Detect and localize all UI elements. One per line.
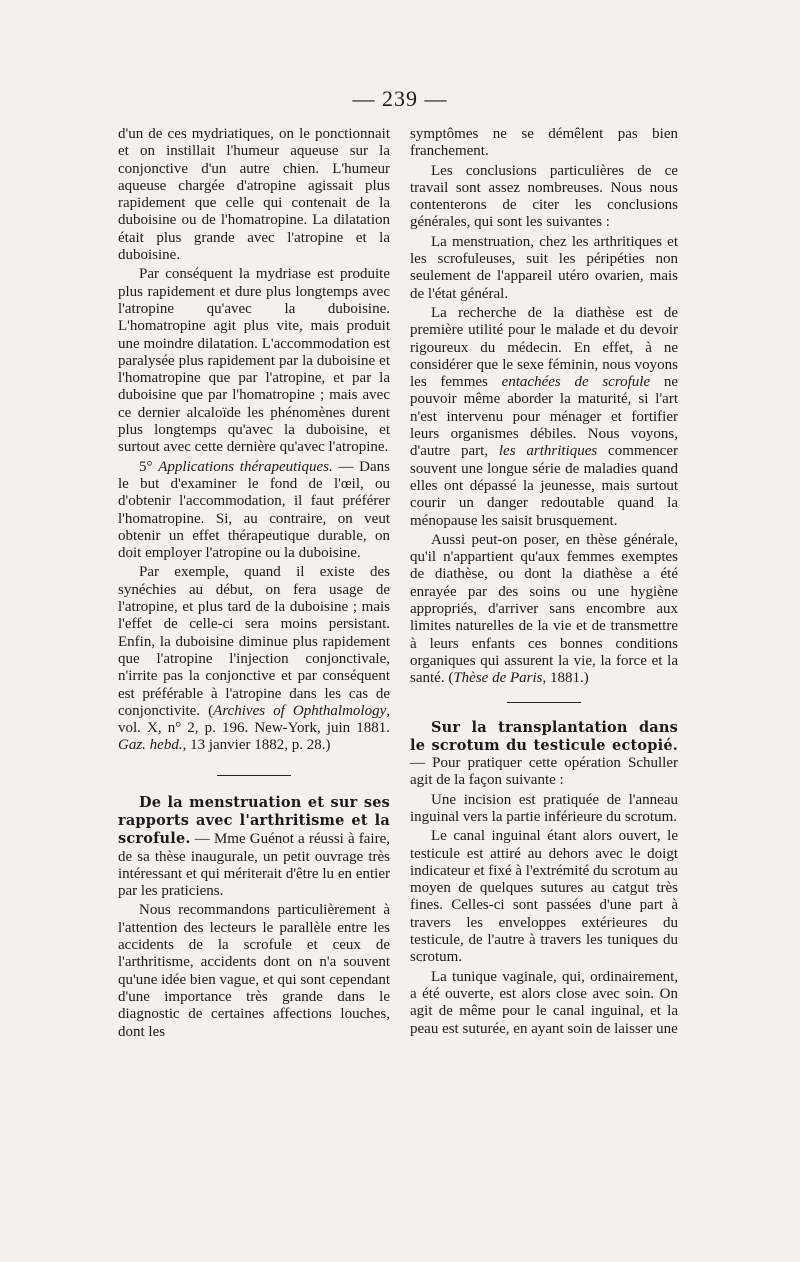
page-number: — 239 —: [352, 86, 448, 111]
right-paragraph-1: symptômes ne se démêlent pas bien franchement.: [410, 126, 678, 160]
right-paragraph-8: Le canal inguinal étant alors ouvert, le testicule est attiré au dehors avec le doigt indicateur et fixé à l'extrémité du scrotum au moyen de quelques sutures au catgut très fines. Celles-ci sont passées d'une part à travers les enveloppes extérieures du testicule, de l'autre à travers les tuniques du scrotum.: [410, 828, 679, 966]
right-paragraph-6-body: — Pour pratiquer cette opération Schuller agit de la façon suivante :: [410, 755, 678, 789]
right-paragraph-5-a: Aussi peut-on poser, en thèse générale, qu'il n'appartient qu'aux femmes exemptes de diathèse, ou dont la diathèse a été enrayée par des soins ou une hygiène appropriés, d'arriver sans encombre aux limites naturelles de la vie et de transmettre à leurs enfants ces bonnes conditions organiques qui assurent la vie, la force et la santé. (: [410, 531, 678, 687]
right-paragraph-3: La menstruation, chez les arthritiques et les scrofuleuses, suit les péripéties non seulement de l'appareil utéro ovarien, mais de l'état général.: [410, 233, 678, 302]
right-paragraph-2: Les conclusions particulières de ce travail sont assez nombreuses. Nous nous contenterons de citer les conclusions générales, qui sont les suivantes :: [410, 162, 678, 231]
right-paragraph-4-c: commencer souvent une longue série de maladies quand elles ont dépassé la jeunesse, mais surtout courir un danger redoutable quand la ménopause les saisit brusquement.: [410, 443, 678, 529]
left-paragraph-5: [118, 794, 390, 901]
right-paragraph-6: [410, 719, 678, 790]
left-paragraph-2: Par conséquent la mydriase est produite plus rapidement et dure plus longtemps avec l'atropine qu'avec la duboisine. L'homatropine agit plus vite, mais produit une moindre dilatation. L'accommodation est paralysée plus rapidement par la duboisine et l'homatropine que par l'atropine, et par la duboisine que par l'homatropine ; mais avec ce dernier alcaloïde les phénomènes durent plus longtemps qu'avec la duboisine, et surtout avec cette dernière qu'avec l'atropine.: [118, 266, 390, 456]
citation-end: , 13 janvier 1882, p. 28.): [182, 737, 331, 754]
left-paragraph-1: d'un de ces mydriatiques, on le ponctionnait et on instillait l'humeur aqueuse sur la conjonctive d'un autre chien. L'humeur aqueuse chargée d'atropine agissait plus rapidement que celle qui contenait de la duboisine ou de l'homatropine. La dilatation était plus grande avec l'atropine et la duboisine.: [118, 126, 390, 264]
left-paragraph-4: [118, 564, 390, 754]
right-paragraph-7: Une incision est pratiquée de l'anneau inguinal vers la partie inférieure du scrotum.: [410, 791, 678, 825]
section-divider: [507, 702, 581, 703]
citation-journal: Archives of Ophthalmology: [213, 702, 387, 719]
citation-mid: , vol. X, n° 2, p. 196. New-York, juin 1881.: [118, 702, 390, 737]
right-paragraph-4-b: ne pouvoir même aborder la maturité, si l'art n'est intervenu pour ménager et fortifier leurs organismes débiles. Nous voyons, d'autre part,: [410, 374, 678, 460]
left-paragraph-3-body: — Dans le but d'examiner le fond de l'œil, ou d'obtenir l'accommodation, il faut préférer l'homatropine. Si, au contraire, on veut obtenir un effet thérapeutique durable, on doit employer l'atropine ou la duboisine.: [118, 458, 390, 562]
italic-phrase-scrofule: entachées de scrofule: [501, 374, 651, 391]
subsection-title: Applications thérapeutiques.: [158, 458, 333, 475]
left-paragraph-5-body: — Mme Guénot a réussi à faire, de sa thèse inaugurale, un petit ouvrage très intéressant et qui mériterait d'être lu en entier par les praticiens.: [118, 831, 390, 900]
article-heading-transplantation: Sur la transplantation dans le scrotum du testicule ectopié.: [410, 718, 678, 754]
right-column: [410, 126, 678, 1038]
left-paragraph-6: Nous recommandons particulièrement à l'attention des lecteurs le parallèle entre les accidents de la scrofule et ceux de l'arthritisme, accidents dont on n'a souvent qu'une idée bien vague, et qui sont cependant d'une importance très grande dans le diagnostic de certaines affections louches, dont les: [118, 902, 390, 1040]
right-paragraph-5-b: , 1881.): [542, 670, 589, 687]
left-column: [118, 126, 390, 1041]
left-paragraph-3: [118, 459, 390, 563]
citation-journal-2: Gaz. hebd.: [118, 737, 183, 754]
left-paragraph-4-body: Par exemple, quand il existe des synéchies au début, on fera usage de l'atropine, et plus tard de la duboisine ; mais l'effet de celle-ci sera moins persistant. Enfin, la duboisine diminue plus rapidement que l'atropine l'injection conjonctivale, n'irrite pas la conjonctive et par conséquent est préférable à l'atropine dans les cas de conjonctivite.: [118, 564, 390, 719]
right-paragraph-5: [410, 532, 678, 688]
citation-open: (: [200, 702, 214, 719]
italic-phrase-arthritiques: les arthritiques: [498, 443, 598, 460]
section-divider: [217, 775, 291, 776]
section-number: 5°: [139, 458, 159, 475]
right-paragraph-4: [410, 305, 678, 530]
right-paragraph-9: La tunique vaginale, qui, ordinairement, a été ouverte, est alors close avec soin. On agit de même pour le canal inguinal, et la peau est suturée, en ayant soin de laisser une: [410, 968, 678, 1037]
article-heading-menstruation: De la menstruation et sur ses rapports avec l'arthritisme et la scrofule.: [118, 793, 390, 848]
citation-these: Thèse de Paris: [453, 670, 543, 687]
right-paragraph-4-a: La recherche de la diathèse est de première utilité pour le malade et du devoir rigoureux du médecin. En effet, à ne considérer que le sexe féminin, nous voyons les femmes: [410, 304, 678, 391]
